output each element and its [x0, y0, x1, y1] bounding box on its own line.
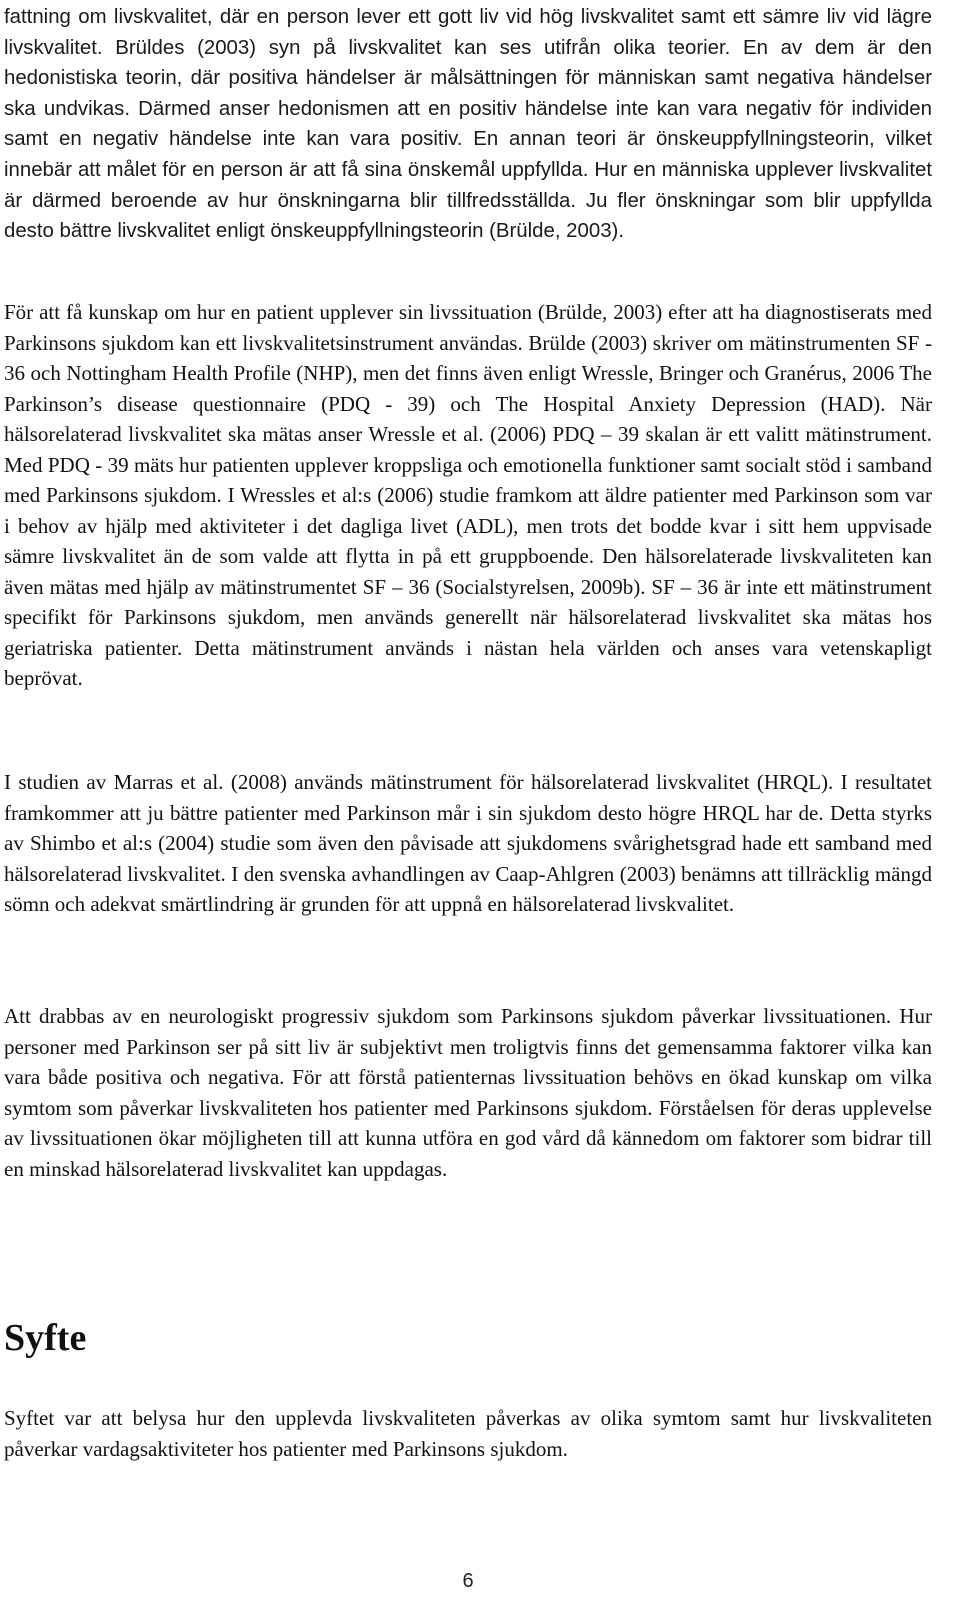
page-number: 6: [462, 1570, 474, 1592]
body-paragraph-3: I studien av Marras et al. (2008) används mätinstrument för hälsorelaterad livskvalitet (HRQL). I resultatet framkommer att ju bättre patienter med Parkinson mår i sin sjukdom desto högre HRQL har de. Detta styrks av Shimbo et al:s (2004) studie som även den påvisade att sjukdomens svårighetsgrad hade ett samband med hälsorelaterad livskvalitet. I den svenska avhandlingen av Caap-Ahlgren (2003) benämns att tillräcklig mängd sömn och adekvat smärtlindring är grunden för att uppnå en hälsorelaterad livskvalitet.: [4, 770, 932, 916]
section-paragraph: Syftet var att belysa hur den upplevda livskvaliteten påverkas av olika symtom samt hur livskvaliteten påverkar vardagsaktiviteter hos patienter med Parkinsons sjukdom.: [4, 1406, 932, 1461]
body-paragraph-1: fattning om livskvalitet, där en person lever ett gott liv vid hög livskvalitet samt ett sämre liv vid lägre livskvalitet. Brüldes (2003) syn på livskvalitet kan ses utifrån olika teorier. En av dem är den hedonistiska teorin, där positiva händelser är målsättningen för människan samt negativa händelser ska undvikas. Därmed anser hedonismen att en positiv händelse inte kan vara negativ för individen samt en negativ händelse inte kan vara positiv. En annan teori är önskeuppfyllningsteorin, vilket innebär att målet för en person är att få sina önskemål uppfyllda. Hur en människa upplever livskvalitet är därmed beroende av hur önskningarna blir tillfredsställda. Ju fler önskningar som blir uppfyllda desto bättre livskvalitet enligt önskeuppfyllningsteorin (Brülde, 2003).: [4, 6, 932, 243]
section-heading: Syfte: [4, 1317, 87, 1359]
body-paragraph-2: För att få kunskap om hur en patient upplever sin livssituation (Brülde, 2003) efter att ha diagnostiserats med Parkinsons sjukdom kan ett livskvalitetsinstrument användas. Brülde (2003) skriver om mätinstrumenten SF - 36 och Nottingham Health Profile (NHP), men det finns även enligt Wressle, Bringer och Granérus, 2006 The Parkinson’s disease questionnaire (PDQ - 39) och The Hospital Anxiety Depression (HAD). När hälsorelaterad livskvalitet ska mätas anser Wressle et al. (2006) PDQ – 39 skalan är ett valitt mätinstrument. Med PDQ - 39 mäts hur patienten upplever kroppsliga och emotionella funktioner samt socialt stöd i samband med Parkinsons sjukdom. I Wressles et al:s (2006) studie framkom att äldre patienter med Parkinson som var i behov av hjälp med aktiviteter i det dagliga livet (ADL), men trots det bodde kvar i sitt hem uppvisade sämre livskvalitet än de som valde att flytta in på ett gruppboende. Den hälsorelaterade livskvaliteten kan även mätas med hjälp av mätinstrumentet SF – 36 (Socialstyrelsen, 2009b). SF – 36 är inte ett mätinstrument specifikt för Parkinsons sjukdom, men används generellt när hälsorelaterad livskvalitet ska mätas hos geriatriska patienter. Detta mätinstrument används i nästan hela världen och anses vara vetenskapligt beprövat.: [4, 300, 932, 690]
body-paragraph-4: Att drabbas av en neurologiskt progressiv sjukdom som Parkinsons sjukdom påverkar livssituationen. Hur personer med Parkinson ser på sitt liv är subjektivt men troligtvis finns det gemensamma faktorer vilka kan vara både positiva och negativa. För att förstå patienternas livssituation behövs en ökad kunskap om vilka symtom som påverkar livskvaliteten hos patienter med Parkinsons sjukdom. Förståelsen för deras upplevelse av livssituationen ökar möjligheten till att kunna utföra en god vård då kännedom om faktorer som bidrar till en minskad hälsorelaterad livskvalitet kan uppdagas.: [4, 1004, 932, 1181]
